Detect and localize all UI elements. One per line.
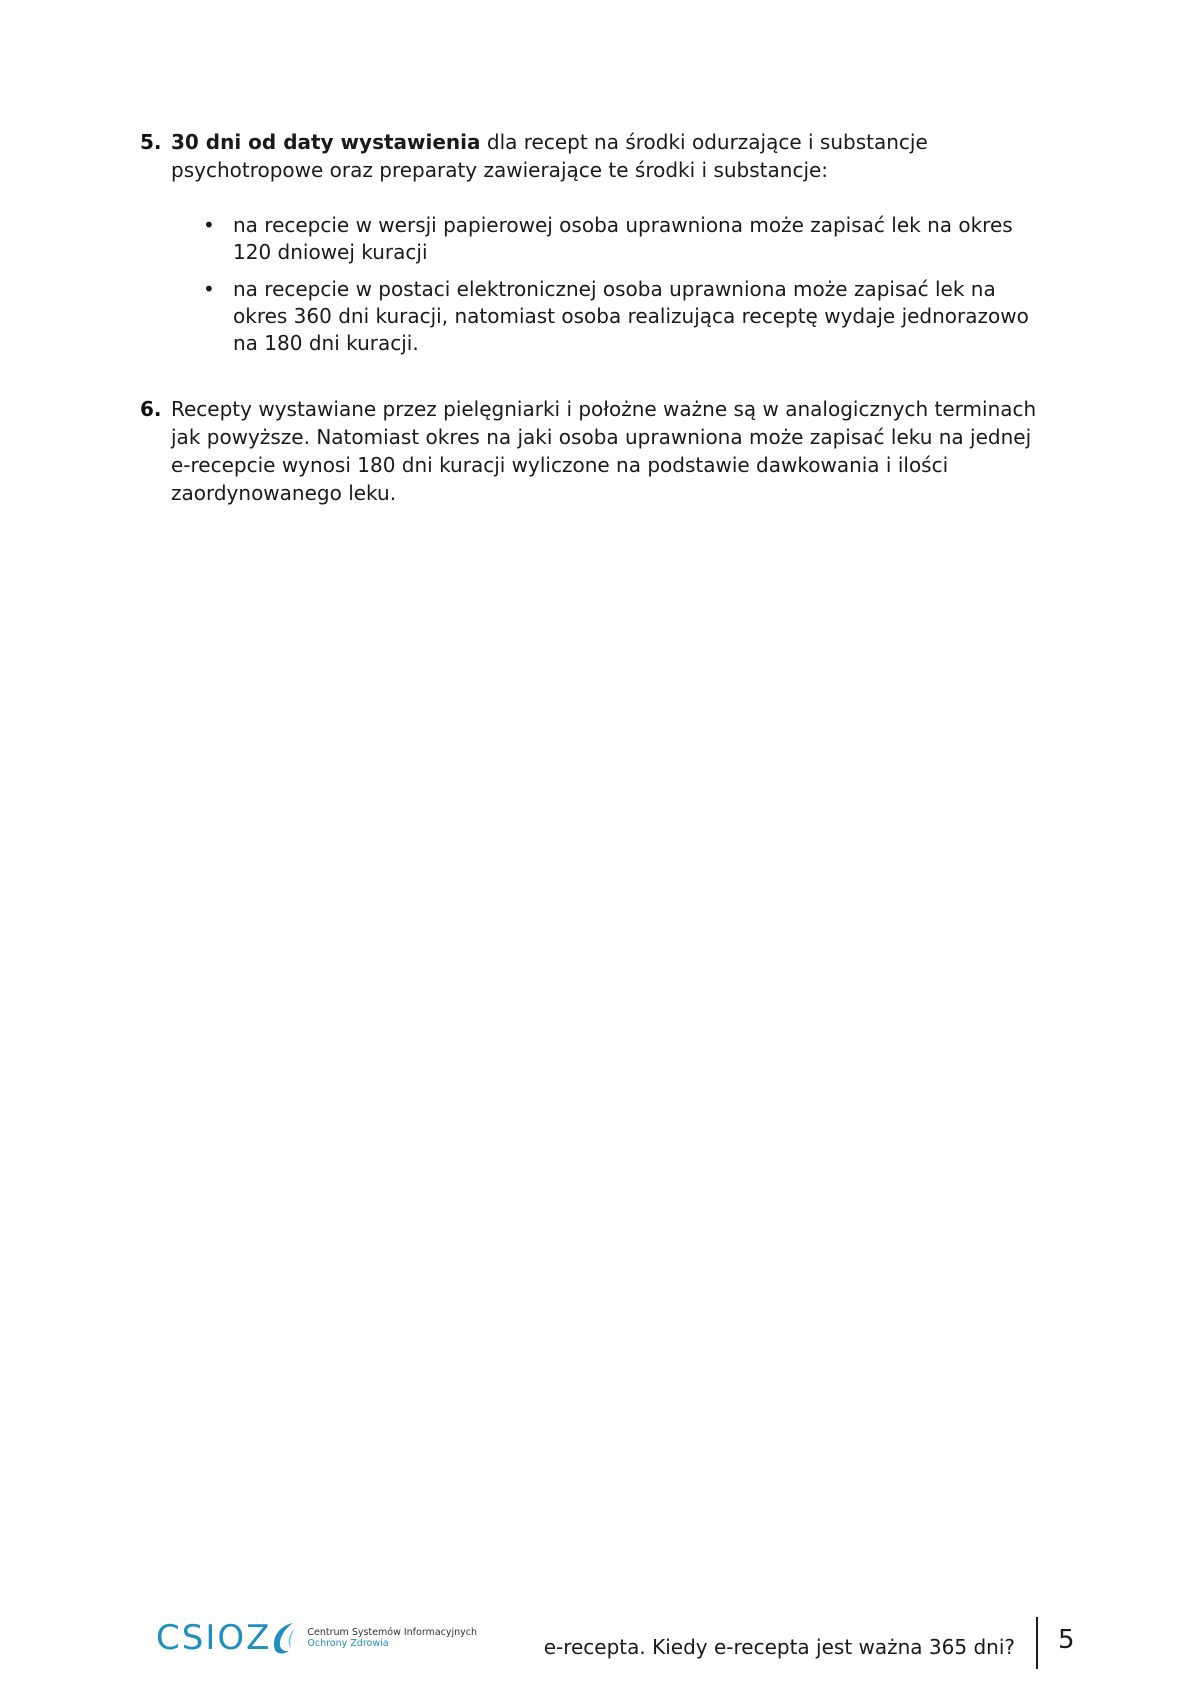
logo-swirl-icon bbox=[269, 1620, 299, 1656]
item-number: 6. bbox=[140, 397, 162, 421]
item-number: 5. bbox=[140, 130, 162, 154]
page-number: 5 bbox=[1058, 1625, 1075, 1655]
item-bold-text: 30 dni od daty wystawienia bbox=[171, 130, 481, 154]
bullet-item: • na recepcie w postaci elektronicznej osoba uprawniona może zapisać lek na okres 360 dni kuracji, natomiast osoba realizująca receptę wydaje jednorazowo na 180 dni kuracji. bbox=[203, 277, 1029, 355]
page-footer bbox=[0, 1605, 1191, 1665]
logo-subtitle: Centrum Systemów Informacyjnych Ochrony Zdrowia bbox=[307, 1627, 478, 1649]
csioz-logo bbox=[156, 1615, 477, 1661]
footer-title: e-recepta. Kiedy e-recepta jest ważna 365 dni? bbox=[543, 1635, 1015, 1659]
bullet-list bbox=[171, 212, 1040, 357]
logo-wordmark: CSIOZ bbox=[156, 1618, 272, 1658]
bullet-icon: • bbox=[203, 213, 215, 237]
bullet-item: • na recepcie w wersji papierowej osoba uprawniona może zapisać lek na okres 120 dniowej kuracji bbox=[203, 213, 1013, 264]
footer-divider bbox=[1036, 1617, 1038, 1669]
item-text: Recepty wystawiane przez pielęgniarki i położne ważne są w analogicznych terminach jak powyższe. Natomiast okres na jaki osoba uprawniona może zapisać leku na jednej e-recepcie wynosi 180 dni kuracji wyliczone na podstawie dawkowania i ilości zaordynowanego leku. bbox=[171, 397, 1037, 505]
page-content bbox=[140, 128, 1040, 507]
list-item-5 bbox=[140, 128, 1040, 357]
list-item-6 bbox=[140, 395, 1040, 507]
item-text: dla recept na środki odurzające i substancje psychotropowe oraz preparaty zawierające te środki i substancje: bbox=[171, 130, 928, 182]
bullet-icon: • bbox=[203, 277, 215, 301]
